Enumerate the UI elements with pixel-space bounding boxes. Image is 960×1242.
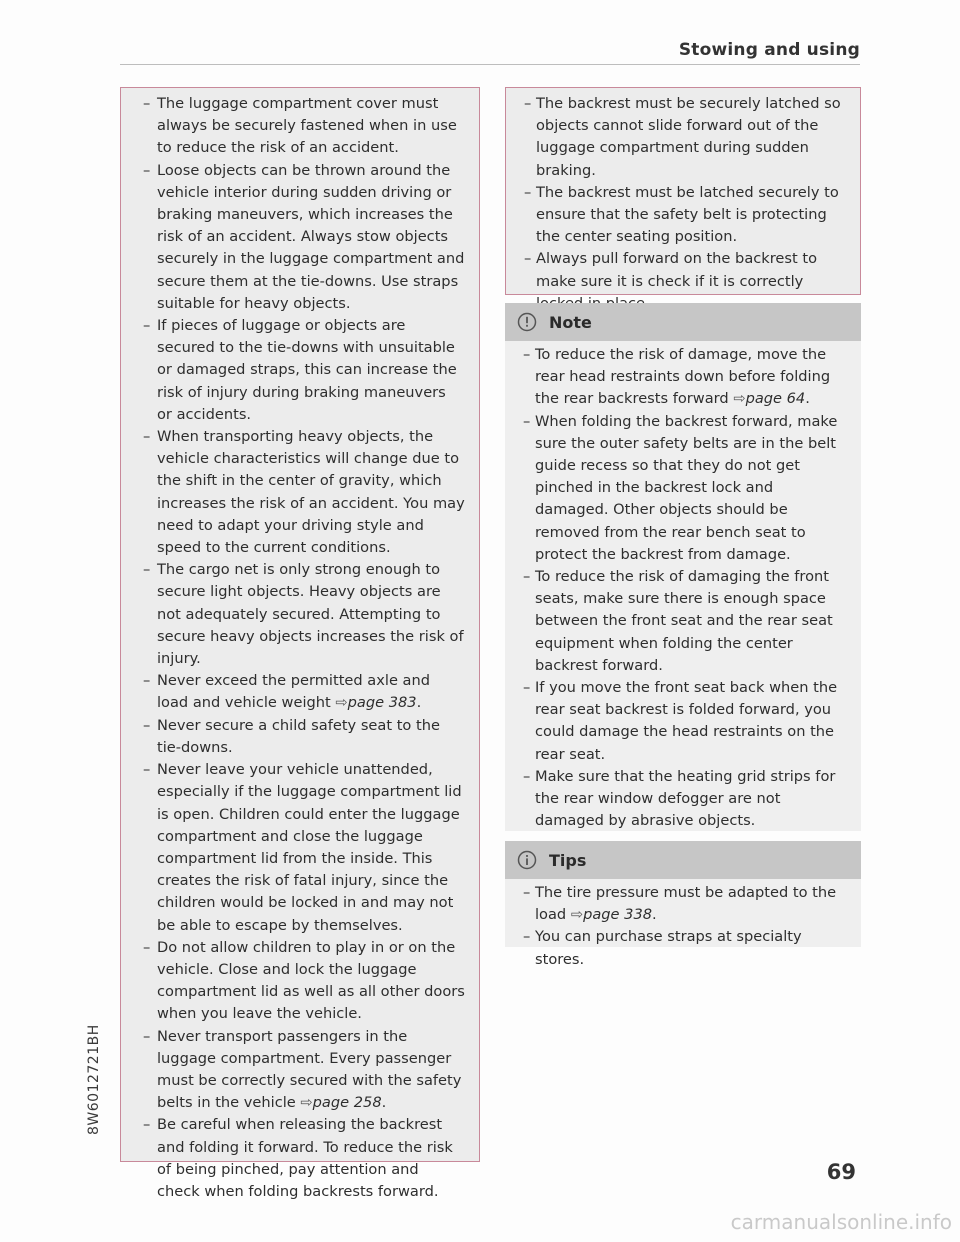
arrow-right-icon: ⇨	[570, 906, 584, 924]
list-item	[143, 1026, 465, 1115]
list-item: – The luggage compartment cover must always be securely fastened when in use to reduce the risk of an accident.	[143, 93, 465, 160]
list-item: – Be careful when releasing the backrest and folding it forward. To reduce the risk of being pinched, pay attention and check when folding backrests forward.	[143, 1114, 465, 1203]
list-item	[523, 344, 849, 411]
warning-left-list	[143, 93, 465, 1203]
item-text-end: .	[416, 694, 422, 712]
warning-box-right	[505, 87, 861, 295]
arrow-right-icon: ⇨	[733, 390, 746, 408]
page-reference-link[interactable]: page 338	[583, 906, 653, 924]
watermark: carmanualsonline.info	[730, 1210, 952, 1234]
list-item: – The backrest must be securely latched so objects cannot slide forward out of the luggage compartment during sudden braking.	[524, 93, 848, 182]
list-item: – You can purchase straps at specialty stores.	[523, 926, 849, 970]
item-text-end: .	[381, 1094, 387, 1112]
note-box	[505, 303, 861, 831]
warning-box-left	[120, 87, 480, 1200]
list-item: – Do not allow children to play in or on the vehicle. Close and lock the luggage compartment lid as well as all other doors when you leave the vehicle.	[143, 937, 465, 1026]
list-item: – Always pull forward on the backrest to make sure it is check if it is correctly	[524, 248, 848, 315]
list-item: – Never secure a child safety seat to the tie-downs.	[143, 715, 465, 759]
list-item: – Loose objects can be thrown around the vehicle interior during sudden driving or braking maneuvers, which increases the risk of an accident. Always stow objects securely in the luggage compartment and secure them at the tie-downs. Use straps suitable for heavy objects.	[143, 160, 465, 315]
list-item: – If pieces of luggage or objects are secured to the tie-downs with unsuitable or damaged straps, this can increase the risk of injury during braking maneuvers or accidents.	[143, 315, 465, 426]
item-text-end: .	[805, 390, 810, 408]
info-circle-icon	[517, 850, 537, 870]
list-item	[523, 882, 849, 926]
note-list	[523, 344, 849, 832]
item-text-end: .	[652, 906, 657, 924]
list-item: – If you move the front seat back when the rear seat backrest is folded forward, you could damage the head restraints on the rear seat.	[523, 677, 849, 766]
page-number: 69	[826, 1160, 856, 1184]
warning-right-list	[524, 93, 848, 315]
tips-box	[505, 841, 861, 968]
tips-title: Tips	[549, 850, 587, 870]
item-text: To reduce the risk of damage, move the rear head restraints down before folding the rear backrests forward	[535, 346, 831, 408]
header-divider	[120, 64, 860, 65]
note-header	[505, 303, 861, 341]
list-item: – The cargo net is only strong enough to secure light objects. Heavy objects are not adequately secured. Attempting to secure heavy objects increases the risk of injury.	[143, 559, 465, 670]
document-code: 8W6012721BH	[86, 1024, 102, 1135]
list-item: – When transporting heavy objects, the vehicle characteristics will change due to the shift in the center of gravity, which increases the risk of an accident. You may need to adapt your driving style and speed to the current conditions.	[143, 426, 465, 559]
list-item: – Never leave your vehicle unattended, especially if the luggage compartment lid is open. Children could enter the luggage compartment and close the luggage compartment lid from the inside. This creates the risk of fatal injury, since the children would be locked in and may not be able to escape by themselves.	[143, 759, 465, 937]
exclamation-circle-icon	[517, 312, 537, 332]
arrow-right-icon: ⇨	[335, 694, 348, 712]
list-item: – To reduce the risk of damaging the front seats, make sure there is enough space between the front seat and the rear seat equipment when folding the center backrest forward.	[523, 566, 849, 677]
arrow-right-icon: ⇨	[300, 1094, 313, 1112]
tips-list	[523, 882, 849, 971]
list-item	[143, 670, 465, 714]
note-title: Note	[549, 312, 592, 332]
list-item: – Make sure that the heating grid strips for the rear window defogger are not damaged by abrasive objects.	[523, 766, 849, 833]
page-reference-link[interactable]: page 258	[312, 1094, 382, 1112]
section-title: Stowing and using	[678, 40, 860, 60]
tips-header	[505, 841, 861, 879]
page-reference-link[interactable]: page 64	[745, 390, 806, 408]
item-text: Never exceed the permitted axle and load and vehicle weight	[157, 672, 431, 712]
item-text: Never transport passengers in the luggage compartment. Every passenger must be correctly secured with the safety belts in the vehicle	[157, 1027, 462, 1112]
list-item: – When folding the backrest forward, make sure the outer safety belts are in the belt guide recess so that they do not get pinched in the backrest lock and damaged. Other objects should be removed from the rear bench seat to protect the backrest from damage.	[523, 411, 849, 566]
list-item: – The backrest must be latched securely to ensure that the safety belt is protecting the center seating position.	[524, 182, 848, 249]
item-text: The tire pressure must be adapted to the load	[535, 884, 837, 924]
page-reference-link[interactable]: page 383	[347, 694, 417, 712]
